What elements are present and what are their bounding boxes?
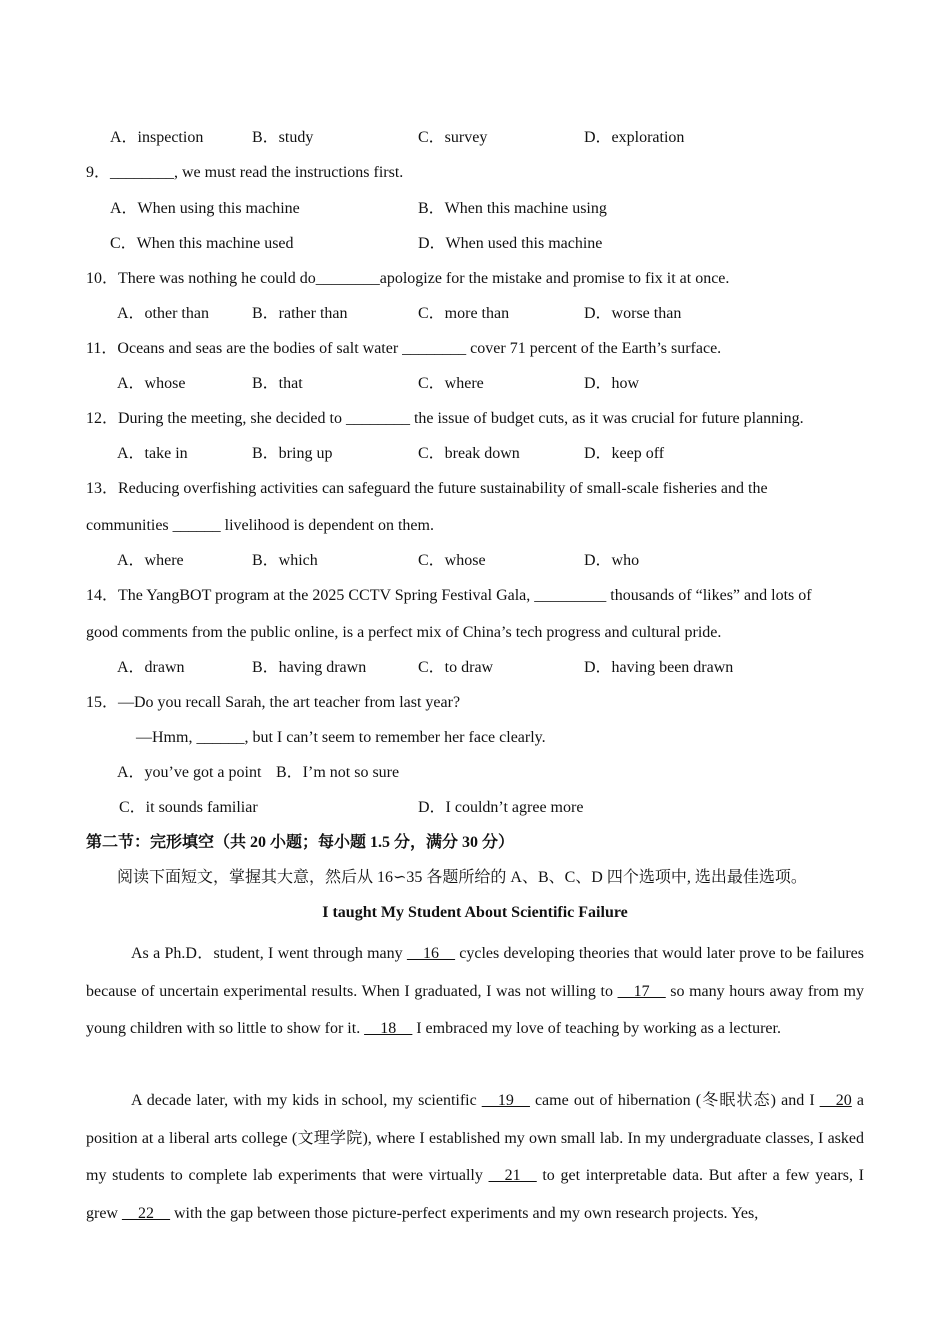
q13-option-b: B．which (252, 552, 318, 569)
passage-text: so many hours away from my young children with so little to show for it. (86, 982, 864, 1037)
q14-option-a: A．drawn (117, 659, 185, 676)
q13-stem-line2: communities ______ livelihood is dependent on them. (86, 517, 434, 534)
q14-option-d: D．having been drawn (584, 659, 734, 676)
q12-stem: 12．During the meeting, she decided to ________ the issue of budget cuts, as it was crucial for future planning. (86, 410, 804, 427)
q14-stem-line1: 14．The YangBOT program at the 2025 CCTV Spring Festival Gala, _________ thousands of “likes” and lots of (86, 587, 812, 604)
blank-16: __16__ (406, 945, 455, 962)
q11-option-d: D．how (584, 375, 640, 392)
q13-stem-line1: 13．Reducing overfishing activities can safeguard the future sustainability of small-scale fisheries and the (86, 480, 768, 497)
blank-21: __21__ (488, 1167, 537, 1184)
passage-text: A decade later, with my kids in school, my scientific (131, 1092, 482, 1109)
passage-text: to get interpretable data. But after a few years, I grew (86, 1167, 865, 1222)
q9-option-d: D．When used this machine (418, 235, 603, 252)
q12-option-c: C．break down (418, 445, 520, 462)
passage-text: cycles developing theories that would later prove to be failures because of uncertain experimental results. When I graduated, I was not willing to (86, 945, 864, 1000)
q15-stem-line1: 15．—Do you recall Sarah, the art teacher from last year? (86, 694, 461, 711)
q8-option-a: A．inspection (110, 129, 204, 146)
q10-stem: 10．There was nothing he could do________apologize for the mistake and promise to fix it at once. (86, 270, 730, 287)
q10-option-c: C．more than (418, 305, 510, 322)
q13-option-d: D．who (584, 552, 640, 569)
q8-option-c: C．survey (418, 129, 488, 146)
passage-text: a position at a liberal arts college (文理学院), where I established my own small lab. In my undergraduate classes, I asked my students to complete lab experiments that were virtually (86, 1092, 864, 1184)
q11-stem: 11．Oceans and seas are the bodies of salt water ________ cover 71 percent of the Earth’s surface. (86, 340, 722, 357)
q15-stem-line2: —Hmm, ______, but I can’t seem to remember her face clearly. (136, 729, 546, 746)
q12-option-b: B．bring up (252, 445, 333, 462)
q15-option-b: B．I’m not so sure (276, 764, 400, 781)
q15-option-c: C．it sounds familiar (119, 799, 258, 816)
blank-18: __18__ (364, 1020, 413, 1037)
q13-option-a: A．where (117, 552, 184, 569)
q9-option-b: B．When this machine using (418, 200, 607, 217)
passage-title: I taught My Student About Scientific Failure (322, 904, 628, 921)
q11-option-c: C．where (418, 375, 484, 392)
section-heading: 第二节：完形填空（共 20 小题；每小题 1.5 分，满分 30 分） (86, 834, 515, 851)
q10-option-d: D．worse than (584, 305, 682, 322)
blank-19: __19__ (481, 1092, 530, 1109)
q11-option-b: B．that (252, 375, 303, 392)
q10-option-b: B．rather than (252, 305, 348, 322)
passage-text: with the gap between those picture-perfect experiments and my own research projects. Yes, (169, 1204, 759, 1222)
q13-option-c: C．whose (418, 552, 486, 569)
q9-stem: 9．________, we must read the instructions first. (86, 164, 404, 181)
passage-text: I embraced my love of teaching by working as a lecturer. (412, 1020, 781, 1037)
passage-text: As a Ph.D．student, I went through many (131, 945, 407, 962)
blank-20: __20 (819, 1092, 852, 1109)
blank-17: __17__ (617, 982, 666, 1000)
q12-option-a: A．take in (117, 445, 188, 462)
q8-option-d: D．exploration (584, 129, 685, 146)
q9-option-c: C．When this machine used (110, 235, 294, 252)
q14-option-c: C．to draw (418, 659, 494, 676)
passage-text: came out of hibernation (冬眠状态) and I (529, 1092, 820, 1109)
q8-option-b: B．study (252, 129, 314, 146)
section-instruction: 阅读下面短文，掌握其大意，然后从 16∽35 各题所给的 A、B、C、D 四个选项中, 选出最佳选项。 (117, 869, 807, 886)
q11-option-a: A．whose (117, 375, 186, 392)
q10-option-a: A．other than (117, 305, 209, 322)
blank-22: __22__ (121, 1204, 170, 1222)
q12-option-d: D．keep off (584, 445, 665, 462)
q14-option-b: B．having drawn (252, 659, 367, 676)
q15-option-d: D．I couldn’t agree more (418, 799, 584, 816)
q9-option-a: A．When using this machine (110, 200, 300, 217)
q14-stem-line2: good comments from the public online, is a perfect mix of China’s tech progress and cultural pride. (86, 624, 722, 641)
passage-paragraph-1 (86, 935, 864, 1048)
passage-paragraph-2 (86, 1082, 864, 1232)
q15-option-a: A．you’ve got a point (117, 764, 262, 781)
